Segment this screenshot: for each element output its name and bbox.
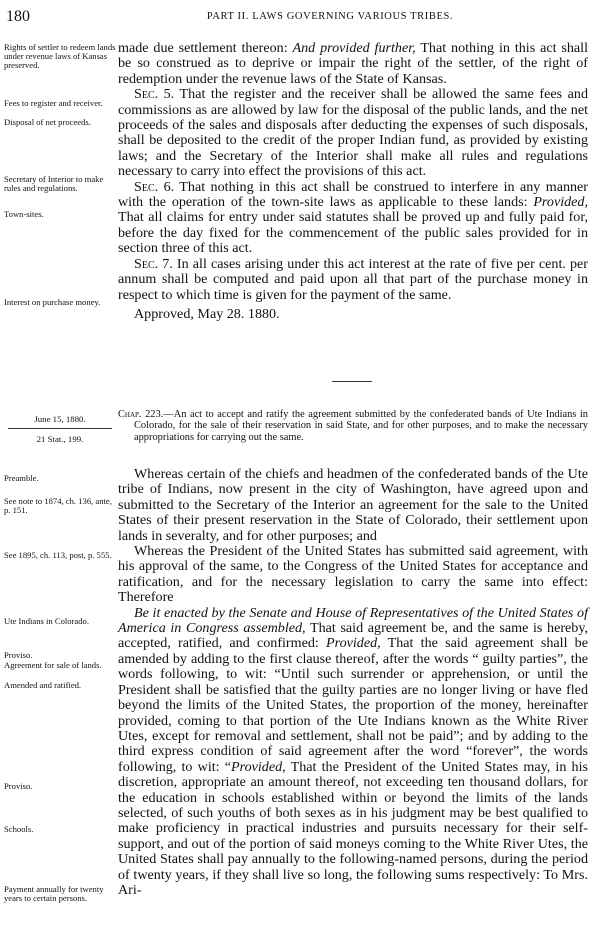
side-note: Proviso. xyxy=(4,650,33,660)
side-note: Ute Indians in Colorado. xyxy=(4,616,89,626)
whereas-1: Whereas certain of the chiefs and headmen of the confederated bands of the Ute tribe of Indians, now present in the city of Washington, have agreed upon and submitted to the Secretary of the Interior an agreement for the sale to the United States of their present reservation in the State of Colorado, their settlement upon lands in severalty, and for other purposes; and xyxy=(118,466,588,544)
text-run: made due settlement thereon: xyxy=(118,40,293,56)
italic-run: And provided further, xyxy=(292,40,416,56)
side-note: Agreement for sale of lands. xyxy=(4,660,102,670)
section-label: Sec. 7. xyxy=(134,255,173,272)
side-note: Secretary of Interior to make rules and regulations. xyxy=(4,174,104,193)
date-note: June 15, 1880. xyxy=(8,414,112,429)
section-label: Sec. 6. xyxy=(134,178,175,195)
text-run: That said agreement be, and the same is hereby, accepted, ratified, and confirmed: xyxy=(118,620,588,652)
section-5 xyxy=(118,87,588,179)
page-number: 180 xyxy=(6,8,30,25)
text-run: That all claims for entry under said statutes shall be proved up and fully paid for, before the day fixed for the commencement of the public sales provided for in section three of this act. xyxy=(118,209,588,257)
side-note: Preamble. xyxy=(4,473,39,483)
section-7 xyxy=(118,257,588,303)
side-note: Interest on purchase money. xyxy=(4,297,101,307)
enacting-clause xyxy=(118,606,588,899)
section-6 xyxy=(118,180,588,257)
side-note: Schools. xyxy=(4,824,34,834)
whereas-2: Whereas the President of the United States has submitted said agreement, with his approval of the same, to the Congress of the United States for acceptance and ratification, and for the necessary legislation to carry the same into effect: Therefore xyxy=(118,543,588,606)
italic-run: Provided, xyxy=(326,635,381,652)
chapter-label: Chap. 223. xyxy=(118,409,164,420)
page-header xyxy=(0,8,600,26)
side-note: Amended and ratified. xyxy=(4,680,82,690)
text-run: In all cases arising under this act interest at the rate of five per cent. per annum shall be computed and paid upon all that part of the purchase money in respect to which time is given for the payment of the same. xyxy=(118,255,589,303)
section-divider xyxy=(332,381,372,382)
italic-run: Be it enacted by the Senate and House of Representatives of the United States of America in Congress assembled, xyxy=(118,604,588,637)
paragraph xyxy=(118,41,588,87)
italic-run: Provided, xyxy=(231,758,286,775)
side-note: See 1895, ch. 113, post, p. 555. xyxy=(4,550,112,560)
side-note: Rights of settler to redeem lands under revenue laws of Kansas preserved. xyxy=(4,42,116,70)
text-run: That nothing in this act shall be so construed as to deprive or impair the right of the settler, of the right of redemption under the revenue laws of the State of Kansas. xyxy=(118,40,589,87)
body-text-upper xyxy=(118,41,588,322)
italic-run: Provided, xyxy=(533,194,588,211)
text-run: That the register and the receiver shall be allowed the same fees and commissions as are allowed by law for the disposal of the public lands, and the net proceeds of the sales and disposals after deducting the expenses of such disposals, shall be deposited to the credit of the proper Indian fund, as provided by existing laws; and the Secretary of the Interior shall make all rules and regulations necessary to carry into effect the provisions of this act. xyxy=(118,86,588,180)
side-note: Proviso. xyxy=(4,781,33,791)
side-note: See note to 1874, ch. 136, ante, p. 151. xyxy=(4,496,112,515)
text-run: That nothing in this act shall be construed to interfere in any manner with the operation of the town-site laws as applicable to these lands: xyxy=(118,178,589,211)
side-note: Fees to register and receiver. xyxy=(4,98,103,108)
text-run: That the said agreement shall be amended by adding to the first clause thereof, after the words “ guilty parties”, the words following, to wit: “Until such surrender or apprehension, or until the President shall be satisfied that the guilty parties are no longer living or have fled beyond the limits of the United States, the proportion of the money, hereinafter provided, coming to that portion of the Ute Indians known as the White River Utes, except for removal and settlement, shall not be paid”; and by adding to the third express condition of said agreement after the word “forever”, the words following, to wit: “ xyxy=(118,635,588,775)
running-title: PART II. LAWS GOVERNING VARIOUS TRIBES. xyxy=(206,11,454,22)
chapter-heading xyxy=(118,409,588,443)
body-text-lower xyxy=(118,467,588,898)
text-run: That the President of the United States may, in his discretion, appropriate an amount thereof, not exceeding ten thousand dollars, for the education in schools established within or beyond the limits of the lands selected, of such youths of both sexes as in his judgment may be best qualified to make proficiency in practical industries and pursuits necessary for their self-support, and out of the portion of said moneys coming to the White River Utes, the United States shall pay annually to the following-named persons, during the period of twenty years, if they shall live so long, the following sums respectively: To Mrs. Ari- xyxy=(118,758,588,898)
section-label: Sec. 5. xyxy=(134,86,175,103)
approval-line: Approved, May 28. 1880. xyxy=(134,305,280,322)
chapter-title: —An act to accept and ratify the agreement submitted by the confederated bands of Ute Indians in Colorado, for the sale of their reservation in said State, and for other purposes, and to make the necessary appropriations for carrying out the same. xyxy=(134,409,588,443)
side-note: Disposal of net proceeds. xyxy=(4,117,91,127)
statute-note: 21 Stat., 199. xyxy=(36,434,84,444)
side-note: Town-sites. xyxy=(4,209,44,219)
side-note: Payment annually for twenty years to certain persons. xyxy=(4,884,104,903)
